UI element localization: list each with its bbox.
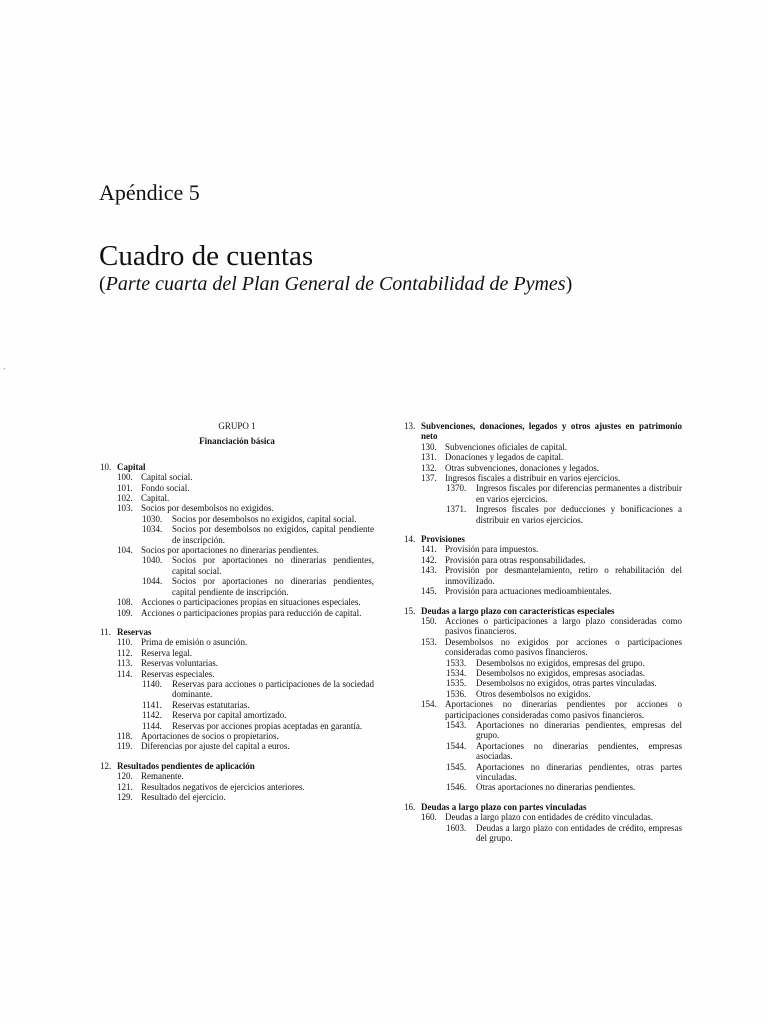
account-name: Ingresos fiscales a distribuir en varios ejercicios.: [445, 473, 621, 484]
account-name: Resultado del ejercicio.: [141, 792, 226, 802]
account-name: Socios por desembolsos no exigidos.: [141, 503, 274, 514]
account-code: 143.: [421, 565, 437, 576]
account-name: Reservas especiales.: [141, 668, 215, 679]
section-number: 14.: [404, 534, 416, 545]
account-row: [100, 721, 374, 731]
account-name: Socios por aportaciones no dinerarias pendientes, capital social.: [172, 555, 374, 576]
section-number: 16.: [404, 801, 416, 812]
account-name: Reserva legal.: [141, 647, 192, 658]
account-name: Subvenciones oficiales de capital.: [445, 441, 567, 452]
account-code: 110.: [117, 637, 133, 648]
account-code: 1040.: [142, 555, 163, 566]
section-number: 13.: [404, 421, 416, 431]
account-section: [100, 462, 374, 618]
section-title: Subvenciones, donaciones, legados y otros ajustes en patrimonio neto: [421, 421, 682, 442]
account-name: Socios por aportaciones no dinerarias pendientes.: [141, 545, 319, 556]
account-code: 1140.: [142, 678, 162, 689]
account-name: Otros desembolsos no exigidos.: [476, 688, 591, 699]
section-title: Reservas: [117, 626, 152, 637]
subtitle-open-paren: (: [99, 273, 106, 295]
account-row: [100, 576, 374, 597]
account-row: [100, 741, 374, 751]
account-name: Remanente.: [141, 771, 184, 782]
account-row: [100, 679, 374, 700]
account-row: [100, 597, 374, 607]
account-row: [404, 699, 682, 720]
account-name: Socios por desembolsos no exigidos, capital pendiente de inscripción.: [172, 524, 374, 545]
account-code: 1371.: [446, 504, 467, 515]
account-code: 129.: [117, 792, 133, 802]
group-label: GRUPO 1: [218, 421, 256, 431]
account-name: Reserva por capital amortizado.: [172, 710, 287, 721]
account-row: [100, 555, 374, 576]
account-name: Provisión por desmantelamiento, retiro o rehabilitación del inmovilizado.: [445, 565, 682, 586]
account-code: 1044.: [142, 576, 163, 587]
account-code: 1141.: [142, 699, 162, 710]
account-row: [100, 472, 374, 482]
account-row: [100, 710, 374, 720]
account-code: 1030.: [142, 513, 163, 524]
account-code: 104.: [117, 545, 133, 556]
section-title: Capital: [117, 461, 146, 472]
account-name: Capital.: [141, 493, 170, 504]
account-row: [404, 637, 682, 658]
account-code: 150.: [421, 615, 437, 626]
account-code: 145.: [421, 586, 437, 597]
account-name: Otras subvenciones, donaciones y legados.: [445, 462, 599, 473]
section-title: Provisiones: [421, 534, 465, 545]
account-row: [100, 493, 374, 503]
account-row: [100, 648, 374, 658]
account-row: [404, 463, 682, 473]
account-name: Reservas estatutarias.: [172, 699, 250, 710]
account-name: Socios por desembolsos no exigidos, capital social.: [172, 513, 357, 524]
account-row: [404, 658, 682, 668]
account-code: 120.: [117, 771, 133, 782]
account-row: [100, 514, 374, 524]
account-code: 109.: [117, 607, 133, 618]
account-code: 1142.: [142, 710, 162, 721]
account-section: [404, 802, 682, 844]
account-name: Provisión para actuaciones medioambientales.: [445, 586, 612, 597]
account-row: [404, 473, 682, 483]
section-heading: [100, 462, 374, 472]
account-row: [404, 812, 682, 822]
account-name: Aportaciones no dinerarias pendientes, empresas asociadas.: [476, 740, 682, 762]
account-row: [100, 658, 374, 668]
section-title: Deudas a largo plazo con partes vinculadas: [421, 801, 587, 812]
account-name: Resultados negativos de ejercicios anteriores.: [141, 781, 305, 792]
account-code: 154.: [421, 699, 437, 710]
account-code: 132.: [421, 462, 437, 473]
account-code: 119.: [117, 741, 133, 752]
account-row: [404, 668, 682, 678]
page-subtitle: [99, 273, 572, 296]
section-title: Deudas a largo plazo con características especiales: [421, 605, 615, 616]
account-code: 121.: [117, 781, 133, 792]
account-row: [404, 689, 682, 699]
account-name: Ingresos fiscales por diferencias permanentes a distribuir en varios ejercicios.: [476, 483, 682, 504]
account-row: [100, 731, 374, 741]
account-row: [100, 700, 374, 710]
account-name: Reservas voluntarias.: [141, 658, 218, 669]
account-row: [404, 720, 682, 741]
account-code: 102.: [117, 493, 133, 504]
account-code: 1545.: [446, 761, 467, 772]
group-title: Financiación básica: [199, 436, 275, 447]
account-row: [100, 782, 374, 792]
account-code: 1546.: [446, 782, 467, 793]
account-code: 1144.: [142, 720, 162, 731]
margin-mark: ´: [3, 367, 6, 376]
account-code: 100.: [117, 472, 133, 483]
account-row: [100, 524, 374, 545]
account-name: Desembolsos no exigidos, empresas asociadas.: [476, 667, 645, 678]
account-row: [404, 678, 682, 688]
account-name: Ingresos fiscales por deducciones y bonificaciones a distribuir en varios ejercicios.: [476, 504, 682, 525]
section-heading: [100, 761, 374, 771]
account-row: [100, 669, 374, 679]
section-heading: [404, 421, 682, 442]
account-section: [404, 534, 682, 596]
section-title: Resultados pendientes de aplicación: [117, 760, 255, 771]
account-name: Capital social.: [141, 472, 193, 483]
account-code: 1543.: [446, 719, 467, 730]
account-row: [404, 616, 682, 637]
account-code: 142.: [421, 554, 437, 565]
account-name: Aportaciones no dinerarias pendientes por acciones o participaciones consideradas como pasivos financieros.: [445, 699, 682, 720]
account-name: Provisión para otras responsabilidades.: [445, 554, 586, 565]
account-code: 1533.: [446, 657, 467, 668]
account-name: Acciones o participaciones propias en situaciones especiales.: [141, 597, 361, 608]
account-name: Reservas para acciones o participaciones de la sociedad dominante.: [172, 678, 374, 700]
account-name: Aportaciones no dinerarias pendientes, otras partes vinculadas.: [476, 761, 682, 782]
account-code: 1034.: [142, 524, 163, 535]
account-row: [100, 483, 374, 493]
account-code: 1536.: [446, 688, 467, 699]
account-row: [404, 504, 682, 525]
account-row: [100, 608, 374, 618]
left-column: [100, 421, 374, 802]
left-sections: [100, 462, 374, 803]
account-code: 141.: [421, 544, 437, 555]
section-number: 11.: [100, 626, 111, 637]
account-name: Fondo social.: [141, 482, 190, 493]
account-name: Otras aportaciones no dinerarias pendientes.: [476, 782, 636, 793]
account-section: [404, 421, 682, 525]
account-name: Deudas a largo plazo con entidades de crédito, empresas del grupo.: [476, 822, 682, 844]
account-code: 1544.: [446, 740, 467, 751]
account-row: [100, 503, 374, 513]
account-row: [404, 823, 682, 844]
account-name: Deudas a largo plazo con entidades de crédito vinculadas.: [445, 812, 654, 823]
account-row: [404, 586, 682, 596]
account-section: [100, 627, 374, 752]
account-code: 113.: [117, 658, 133, 669]
section-heading: [404, 802, 682, 812]
account-row: [100, 545, 374, 555]
account-code: 114.: [117, 668, 133, 679]
account-name: Provisión para impuestos.: [445, 544, 539, 555]
account-name: Prima de emisión o asunción.: [141, 637, 248, 648]
page-title: Cuadro de cuentas: [99, 240, 314, 272]
account-name: Acciones o participaciones a largo plazo consideradas como pasivos financieros.: [445, 615, 682, 637]
account-name: Reservas por acciones propias aceptadas en garantía.: [172, 720, 363, 731]
account-code: 130.: [421, 441, 437, 452]
section-number: 12.: [100, 760, 112, 771]
account-code: 101.: [117, 482, 133, 493]
right-column: [404, 421, 682, 843]
account-code: 108.: [117, 597, 133, 608]
account-name: Desembolsos no exigidos por acciones o participaciones consideradas como pasivos financieros.: [445, 636, 682, 658]
account-row: [404, 483, 682, 504]
account-row: [404, 741, 682, 762]
account-code: 131.: [421, 452, 437, 463]
account-code: 137.: [421, 473, 437, 484]
subtitle-close-paren: ): [565, 273, 573, 295]
account-name: Desembolsos no exigidos, empresas del grupo.: [476, 657, 645, 668]
account-row: [100, 771, 374, 781]
account-name: Aportaciones de socios o propietarios.: [141, 730, 279, 741]
account-name: Desembolsos no exigidos, otras partes vinculadas.: [476, 678, 657, 689]
account-code: 112.: [117, 647, 133, 658]
section-number: 10.: [100, 461, 112, 472]
account-code: 1370.: [446, 483, 467, 494]
account-section: [100, 761, 374, 803]
account-code: 118.: [117, 730, 133, 741]
section-heading: [404, 606, 682, 616]
section-heading: [100, 627, 374, 637]
account-row: [404, 555, 682, 565]
account-row: [404, 565, 682, 586]
subtitle-text: Parte cuarta del Plan General de Contabilidad de Pymes: [105, 273, 566, 295]
account-row: [404, 782, 682, 792]
account-code: 153.: [421, 636, 437, 647]
account-section: [404, 606, 682, 793]
account-row: [100, 637, 374, 647]
account-code: 160.: [421, 812, 437, 823]
account-row: [404, 762, 682, 783]
account-row: [404, 452, 682, 462]
appendix-heading: Apéndice 5: [99, 180, 200, 205]
account-code: 1603.: [446, 822, 467, 833]
right-sections: [404, 421, 682, 843]
account-row: [404, 442, 682, 452]
account-name: Acciones o participaciones propias para reducción de capital.: [141, 607, 362, 618]
section-number: 15.: [404, 605, 416, 616]
account-name: Donaciones y legados de capital.: [445, 452, 564, 463]
account-code: 103.: [117, 503, 133, 514]
account-row: [404, 544, 682, 554]
account-row: [100, 792, 374, 802]
account-name: Aportaciones no dinerarias pendientes, empresas del grupo.: [476, 719, 682, 741]
account-name: Socios por aportaciones no dinerarias pendientes, capital pendiente de inscripción.: [172, 576, 374, 597]
account-code: 1534.: [446, 667, 467, 678]
section-heading: [404, 534, 682, 544]
account-name: Diferencias por ajuste del capital a euros.: [141, 741, 290, 752]
account-code: 1535.: [446, 678, 467, 689]
